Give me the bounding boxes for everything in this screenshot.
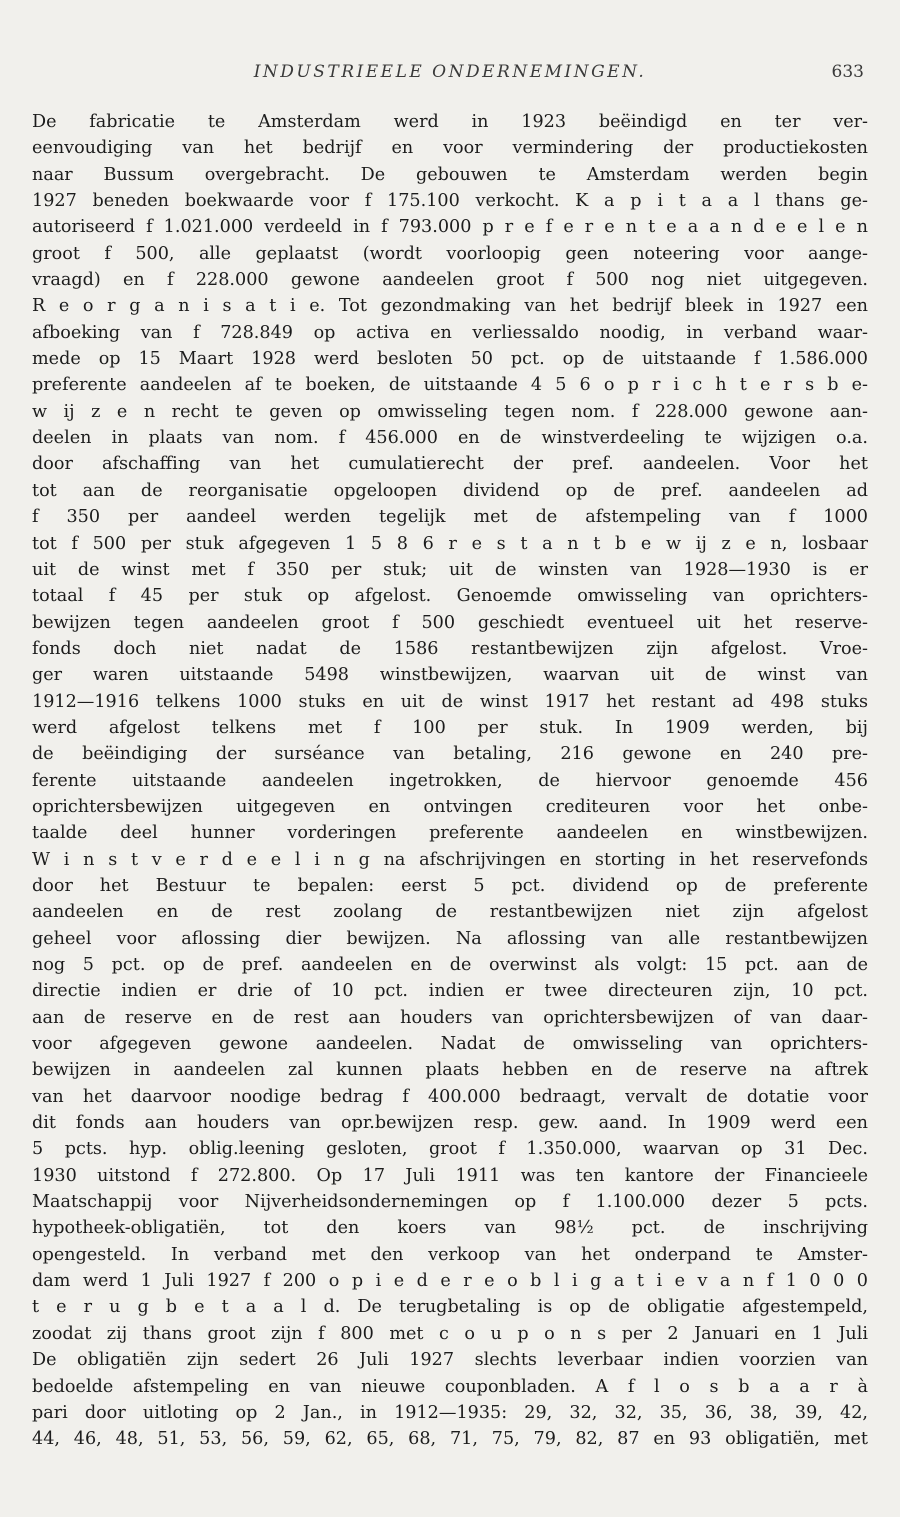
text-line: voor afgegeven gewone aandeelen. Nadat de omwisseling van oprichters- bbox=[32, 1034, 868, 1055]
text-line: fonds doch niet nadat de 1586 restantbewijzen zijn afgelost. Vroe- bbox=[32, 638, 868, 659]
body-text bbox=[32, 109, 868, 1453]
text-line: nog 5 pct. op de pref. aandeelen en de overwinst als volgt: 15 pct. aan de bbox=[32, 955, 868, 975]
text-line: Maatschappij voor Nijverheidsondernemingen op f 1.100.000 dezer 5 pcts. bbox=[32, 1192, 868, 1213]
text-line: groot f 500, alle geplaatst (wordt voorloopig geen noteering voor aange- bbox=[32, 243, 868, 264]
text-line: tot f 500 per stuk afgegeven 1 5 8 6 r e s t a n t b e w ij z e n, losbaar bbox=[32, 533, 868, 554]
text-line: autoriseerd f 1.021.000 verdeeld in f 793.000 p r e f e r e n t e a a n d e e l e n bbox=[32, 217, 868, 238]
text-line: totaal f 45 per stuk op afgelost. Genoemde omwisseling van oprichters- bbox=[32, 586, 868, 607]
text-line: door het Bestuur te bepalen: eerst 5 pct. dividend op de preferente bbox=[32, 875, 868, 896]
text-line: bewijzen in aandeelen zal kunnen plaats hebben en de reserve na aftrek bbox=[32, 1060, 868, 1081]
text-line: door afschaffing van het cumulatierecht der pref. aandeelen. Voor het bbox=[32, 454, 868, 475]
text-line: uit de winst met f 350 per stuk; uit de winsten van 1928—1930 is er bbox=[32, 559, 868, 580]
text-line: de beëindiging der surséance van betaling, 216 gewone en 240 pre- bbox=[32, 744, 868, 765]
text-line: dam werd 1 Juli 1927 f 200 o p i e d e r e o b l i g a t i e v a n f 1 0 0 0 bbox=[32, 1271, 868, 1292]
text-line: vraagd) en f 228.000 gewone aandeelen groot f 500 nog niet uitgegeven. bbox=[32, 270, 868, 291]
text-line: De obligatiën zijn sedert 26 Juli 1927 slechts leverbaar indien voorzien van bbox=[32, 1350, 868, 1371]
text-line: eenvoudiging van het bedrijf en voor vermindering der productiekosten bbox=[32, 138, 868, 159]
running-header bbox=[32, 62, 868, 88]
text-line: zoodat zij thans groot zijn f 800 met c o u p o n s per 2 Januari en 1 Juli bbox=[32, 1323, 868, 1344]
text-line: 5 pcts. hyp. oblig.leening gesloten, groot f 1.350.000, waarvan op 31 Dec. bbox=[32, 1139, 868, 1160]
text-line: dit fonds aan houders van opr.bewijzen resp. gew. aand. In 1909 werd een bbox=[32, 1113, 868, 1134]
text-line: pari door uitloting op 2 Jan., in 1912—1935: 29, 32, 32, 35, 36, 38, 39, 42, bbox=[32, 1402, 868, 1423]
text-line: bedoelde afstempeling en van nieuwe couponbladen. A f l o s b a a r à bbox=[32, 1376, 868, 1397]
text-line: w ij z e n recht te geven op omwisseling tegen nom. f 228.000 gewone aan- bbox=[32, 401, 868, 422]
text-line: ferente uitstaande aandeelen ingetrokken, de hiervoor genoemde 456 bbox=[32, 770, 868, 791]
page-number: 633 bbox=[831, 62, 864, 82]
text-line: deelen in plaats van nom. f 456.000 en de winstverdeeling te wijzigen o.a. bbox=[32, 428, 868, 449]
text-line: f 350 per aandeel werden tegelijk met de afstempeling van f 1000 bbox=[32, 507, 868, 528]
text-line: 1927 beneden boekwaarde voor f 175.100 verkocht. K a p i t a a l thans ge- bbox=[32, 191, 868, 212]
text-line: t e r u g b e t a a l d. De terugbetaling is op de obligatie afgestempeld, bbox=[32, 1297, 868, 1318]
text-line: hypotheek-obligatiën, tot den koers van 98½ pct. de inschrijving bbox=[32, 1218, 868, 1239]
text-line: van het daarvoor noodige bedrag f 400.000 bedraagt, vervalt de dotatie voor bbox=[32, 1086, 868, 1107]
text-line: mede op 15 Maart 1928 werd besloten 50 pct. op de uitstaande f 1.586.000 bbox=[32, 349, 868, 370]
text-line: bewijzen tegen aandeelen groot f 500 geschiedt eventueel uit het reserve- bbox=[32, 612, 868, 633]
text-line: geheel voor aflossing dier bewijzen. Na aflossing van alle restantbewijzen bbox=[32, 928, 868, 949]
text-line: W i n s t v e r d e e l i n g na afschrijvingen en storting in het reservefonds bbox=[32, 849, 868, 870]
text-line: R e o r g a n i s a t i e. Tot gezondmaking van het bedrijf bleek in 1927 een bbox=[32, 296, 868, 317]
text-line: tot aan de reorganisatie opgeloopen dividend op de pref. aandeelen ad bbox=[32, 480, 868, 501]
text-line: oprichtersbewijzen uitgegeven en ontvingen crediteuren voor het onbe- bbox=[32, 796, 868, 817]
text-line: ger waren uitstaande 5498 winstbewijzen, waarvan uit de winst van bbox=[32, 665, 868, 686]
text-line: 1930 uitstond f 272.800. Op 17 Juli 1911 was ten kantore der Financieele bbox=[32, 1165, 868, 1186]
text-line: aan de reserve en de rest aan houders van oprichtersbewijzen of van daar- bbox=[32, 1007, 868, 1028]
text-line: aandeelen en de rest zoolang de restantbewijzen niet zijn afgelost bbox=[32, 902, 868, 923]
text-line: naar Bussum overgebracht. De gebouwen te Amsterdam werden begin bbox=[32, 164, 868, 185]
text-line: preferente aandeelen af te boeken, de uitstaande 4 5 6 o p r i c h t e r s b e- bbox=[32, 375, 868, 396]
text-line: directie indien er drie of 10 pct. indien er twee directeuren zijn, 10 pct. bbox=[32, 981, 868, 1002]
running-title: INDUSTRIEELE ONDERNEMINGEN. bbox=[253, 62, 647, 82]
text-line: De fabricatie te Amsterdam werd in 1923 beëindigd en ter ver- bbox=[32, 112, 868, 132]
text-line: afboeking van f 728.849 op activa en verliessaldo noodig, in verband waar- bbox=[32, 322, 868, 343]
text-line: 44, 46, 48, 51, 53, 56, 59, 62, 65, 68, 71, 75, 79, 82, 87 en 93 obligatiën, met bbox=[32, 1429, 868, 1450]
text-line: taalde deel hunner vorderingen preferente aandeelen en winstbewijzen. bbox=[32, 823, 868, 844]
text-line: werd afgelost telkens met f 100 per stuk. In 1909 werden, bij bbox=[32, 717, 868, 738]
text-line: 1912—1916 telkens 1000 stuks en uit de winst 1917 het restant ad 498 stuks bbox=[32, 691, 868, 712]
text-line: opengesteld. In verband met den verkoop van het onderpand te Amster- bbox=[32, 1244, 868, 1265]
